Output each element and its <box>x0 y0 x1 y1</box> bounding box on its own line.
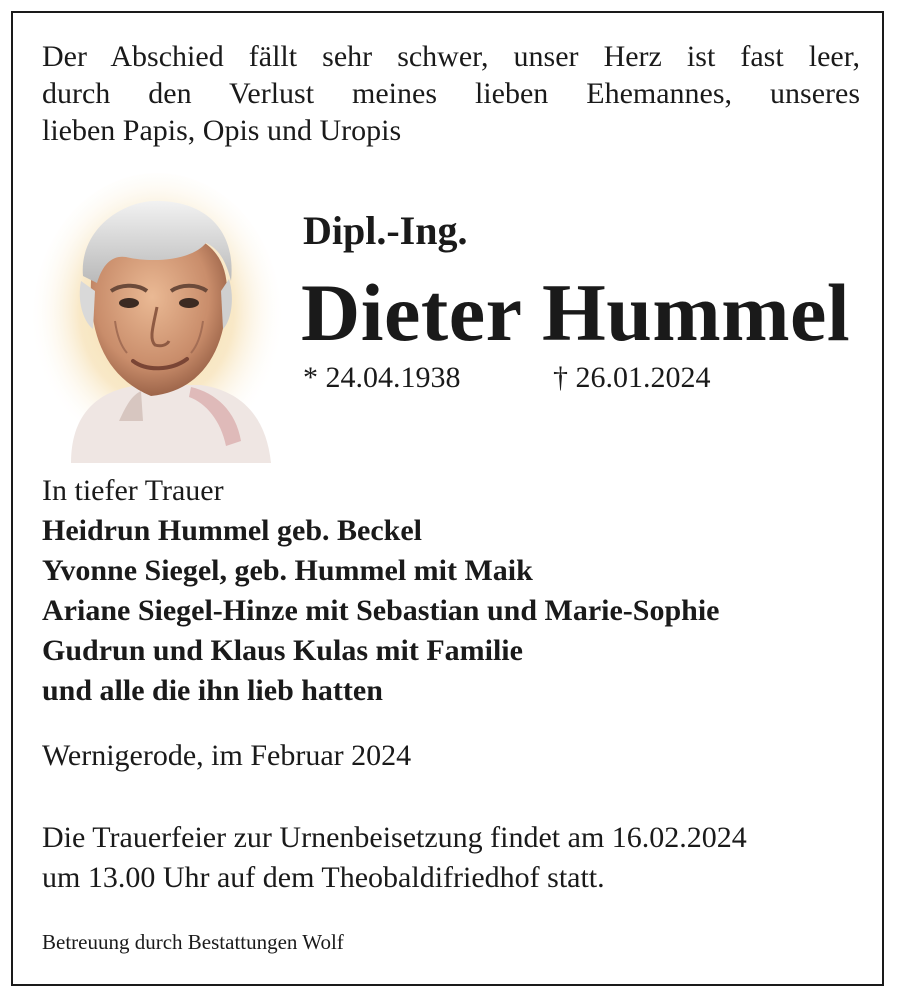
academic-title: Dipl.-Ing. <box>303 208 468 253</box>
intro-line: durch den Verlust meines lieben Ehemannes, unseres <box>42 77 860 110</box>
death-date: † 26.01.2024 <box>553 361 711 394</box>
mourner-name: Ariane Siegel-Hinze mit Sebastian und Marie-Sophie <box>42 594 720 627</box>
obituary-card <box>11 11 884 986</box>
ceremony-line: um 13.00 Uhr auf dem Theobaldifriedhof statt. <box>42 861 605 894</box>
intro-line: Der Abschied fällt sehr schwer, unser Herz ist fast leer, <box>42 40 860 73</box>
birth-date: * 24.04.1938 <box>303 361 461 394</box>
intro-line: lieben Papis, Opis und Uropis <box>42 114 402 147</box>
mourner-name: Heidrun Hummel geb. Beckel <box>42 514 422 547</box>
mourner-name: Gudrun und Klaus Kulas mit Familie <box>42 634 523 667</box>
undertaker-credit: Betreuung durch Bestattungen Wolf <box>42 930 344 954</box>
ceremony-line: Die Trauerfeier zur Urnenbeisetzung findet am 16.02.2024 <box>42 821 747 854</box>
mourners-list <box>42 471 720 711</box>
intro-verse <box>42 38 860 149</box>
mourner-name: und alle die ihn lieb hatten <box>42 674 383 707</box>
mourning-phrase: In tiefer Trauer <box>42 474 224 507</box>
place-and-date: Wernigerode, im Februar 2024 <box>42 739 412 772</box>
ceremony-notice <box>42 818 747 898</box>
mourner-name: Yvonne Siegel, geb. Hummel mit Maik <box>42 554 533 587</box>
portrait-image <box>31 171 283 463</box>
deceased-name: Dieter Hummel <box>301 267 851 358</box>
